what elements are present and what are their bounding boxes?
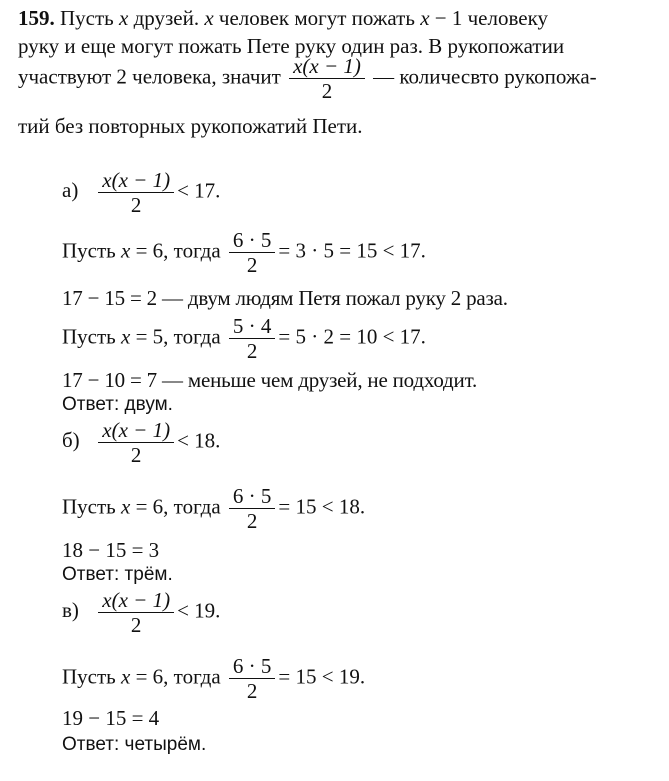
handshake-fraction: $\frac{x(x - 1)}{2}$ xyxy=(289,54,365,103)
calc-fraction: $\frac{6 \cdot 5}{2}$ xyxy=(229,654,276,703)
inequality-fraction: $\frac{x(x - 1)}{2}$ xyxy=(98,168,174,217)
part-a-line-2: 17 − 15 = 2 — двум людям Петя пожал руку 2 раза. xyxy=(62,286,508,310)
calc-fraction: $\frac{6 \cdot 5}{2}$ xyxy=(229,228,276,277)
inequality-fraction: $\frac{x(x - 1)}{2}$ xyxy=(98,418,174,467)
problem-number: 159. xyxy=(18,6,55,30)
part-c-line-1: Пусть x = 6, тогда $\frac{6 \cdot 5}{2}$ = 15 < 19. xyxy=(62,654,366,704)
variable-x: x xyxy=(119,6,129,30)
part-b-inequality: б) $\frac{x(x - 1)}{2}$ < 18. xyxy=(62,418,221,468)
part-a-answer: Ответ: двум. xyxy=(62,394,173,415)
part-a-line-3: Пусть x = 5, тогда $\frac{5 \cdot 4}{2}$ = 5 · 2 = 10 < 17. xyxy=(62,314,426,364)
part-a-line-4: 17 − 10 = 7 — меньше чем друзей, не подходит. xyxy=(62,368,478,392)
calc-fraction: $\frac{5 \cdot 4}{2}$ xyxy=(229,314,276,363)
part-b-line-2: 18 − 15 = 3 xyxy=(62,538,160,562)
problem-line-2: руку и еще могут пожать Пете руку один раз. В рукопожатии xyxy=(18,34,565,58)
part-a-inequality: а) $\frac{x(x - 1)}{2}$ < 17. xyxy=(62,168,221,218)
part-label: а) xyxy=(62,178,79,203)
part-c-line-2: 19 − 15 = 4 xyxy=(62,706,160,730)
variable-x: x xyxy=(420,6,430,30)
part-a-line-1: Пусть x = 6, тогда $\frac{6 \cdot 5}{2}$ = 3 · 5 = 15 < 17. xyxy=(62,228,426,278)
part-label: в) xyxy=(62,598,79,623)
problem-line-4: тий без повторных рукопожатий Пети. xyxy=(18,114,363,138)
part-c-inequality: в) $\frac{x(x - 1)}{2}$ < 19. xyxy=(62,588,221,638)
calc-fraction: $\frac{6 \cdot 5}{2}$ xyxy=(229,484,276,533)
part-c-answer: Ответ: четырём. xyxy=(62,734,207,755)
problem-line-3: участвуют 2 человека, значит $\frac{x(x - 1)}{2}$ — количесвто рукопожа- xyxy=(18,54,597,104)
inequality-fraction: $\frac{x(x - 1)}{2}$ xyxy=(98,588,174,637)
variable-x: x xyxy=(204,6,214,30)
problem-line-1: 159. Пусть x друзей. x человек могут пожать x − 1 человеку xyxy=(18,6,548,30)
part-b-answer: Ответ: трём. xyxy=(62,564,173,585)
part-label: б) xyxy=(62,428,80,453)
part-b-line-1: Пусть x = 6, тогда $\frac{6 \cdot 5}{2}$ = 15 < 18. xyxy=(62,484,366,534)
